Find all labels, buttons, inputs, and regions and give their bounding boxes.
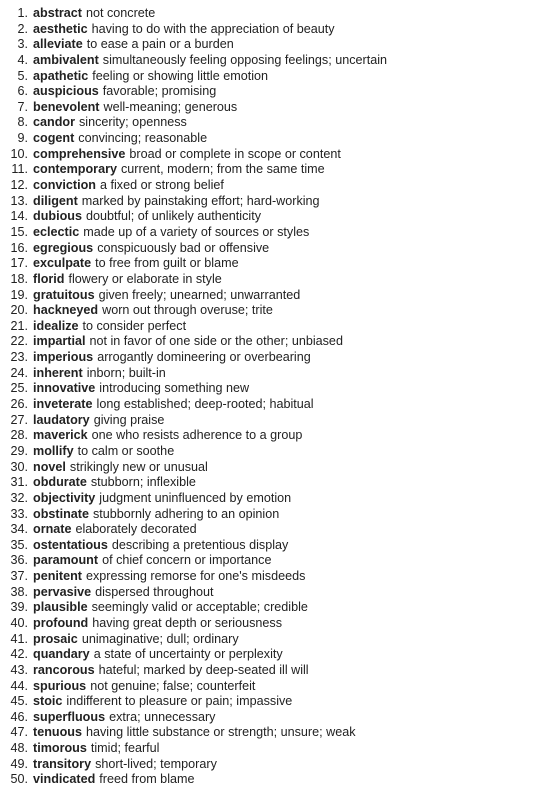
item-number: 45. [10, 694, 28, 709]
item-number: 10. [10, 146, 28, 161]
list-item [0, 303, 540, 319]
list-item [0, 84, 540, 100]
item-number: 42. [10, 647, 28, 662]
word-definition: having little substance or strength; unsure; weak [85, 725, 356, 740]
vocabulary-word: imperious [33, 350, 94, 365]
item-number: 5. [17, 68, 28, 83]
item-number: 40. [10, 615, 28, 630]
item-number: 35. [10, 537, 28, 552]
list-item [0, 507, 540, 523]
vocabulary-word: paramount [33, 553, 99, 568]
list-item [0, 178, 540, 194]
vocabulary-word: egregious [33, 240, 94, 255]
vocabulary-word: alleviate [33, 37, 83, 52]
item-number: 14. [10, 209, 28, 224]
word-definition: strikingly new or unusual [69, 459, 208, 474]
word-definition: not concrete [86, 6, 156, 20]
item-number: 16. [10, 240, 28, 255]
item-number: 15. [10, 224, 28, 239]
list-item [0, 475, 540, 491]
word-definition: sincerity; openness [79, 115, 187, 130]
vocabulary-word: apathetic [33, 68, 89, 83]
list-item [0, 194, 540, 210]
vocabulary-word: gratuitous [33, 287, 95, 302]
word-definition: marked by painstaking effort; hard-working [81, 193, 320, 208]
list-item [0, 366, 540, 382]
vocabulary-word: exculpate [33, 256, 92, 271]
word-definition: given freely; unearned; unwarranted [98, 287, 301, 302]
item-number: 48. [10, 741, 28, 756]
word-definition: describing a pretentious display [111, 537, 289, 552]
word-definition: conspicuously bad or offensive [97, 240, 270, 255]
item-number: 31. [10, 475, 28, 490]
word-definition: having to do with the appreciation of beauty [91, 21, 335, 36]
item-number: 38. [10, 584, 28, 599]
item-number: 37. [10, 569, 28, 584]
list-item [0, 131, 540, 147]
list-item [0, 69, 540, 85]
item-number: 7. [17, 99, 28, 114]
vocabulary-word: timorous [33, 741, 87, 756]
vocabulary-word: idealize [33, 318, 79, 333]
item-number: 36. [10, 553, 28, 568]
list-item [0, 115, 540, 131]
item-number: 33. [10, 506, 28, 521]
item-number: 23. [10, 350, 28, 365]
item-number: 27. [10, 412, 28, 427]
item-number: 3. [17, 37, 28, 52]
word-definition: stubbornly adhering to an opinion [92, 506, 280, 521]
word-definition: not genuine; false; counterfeit [90, 678, 256, 693]
word-definition: judgment uninfluenced by emotion [99, 490, 292, 505]
list-item [0, 616, 540, 632]
list-item [0, 209, 540, 225]
item-number: 44. [10, 678, 28, 693]
list-item [0, 460, 540, 476]
list-item [0, 428, 540, 444]
list-item [0, 272, 540, 288]
item-number: 30. [10, 459, 28, 474]
vocabulary-word: ornate [33, 522, 72, 537]
item-number: 41. [10, 631, 28, 646]
list-item [0, 100, 540, 116]
vocabulary-word: novel [33, 459, 66, 474]
word-definition: extra; unnecessary [109, 709, 216, 724]
list-item [0, 225, 540, 241]
list-item [0, 334, 540, 350]
vocabulary-word: penitent [33, 569, 82, 584]
list-item [0, 569, 540, 585]
vocabulary-word: obstinate [33, 506, 89, 521]
list-item [0, 772, 540, 788]
list-item [0, 725, 540, 741]
vocabulary-word: dubious [33, 209, 82, 224]
vocabulary-word: prosaic [33, 631, 78, 646]
vocabulary-word: laudatory [33, 412, 90, 427]
item-number: 9. [17, 131, 28, 146]
list-item [0, 319, 540, 335]
list-item [0, 553, 540, 569]
item-number: 28. [10, 428, 28, 443]
word-definition: flowery or elaborate in style [68, 271, 222, 286]
word-definition: one who resists adherence to a group [91, 428, 303, 443]
word-definition: current, modern; from the same time [120, 162, 325, 177]
vocabulary-word: hackneyed [33, 303, 99, 318]
vocabulary-word: vindicated [33, 772, 96, 787]
list-item [0, 22, 540, 38]
word-definition: well-meaning; generous [103, 99, 238, 114]
vocabulary-word: inveterate [33, 397, 93, 412]
vocabulary-word: quandary [33, 647, 90, 662]
vocabulary-word: conviction [33, 178, 96, 193]
word-definition: convincing; reasonable [78, 131, 208, 146]
vocabulary-word: obdurate [33, 475, 87, 490]
vocabulary-word: diligent [33, 193, 78, 208]
vocabulary-word: ostentatious [33, 537, 108, 552]
word-definition: long established; deep-rooted; habitual [96, 397, 314, 412]
vocabulary-word: pervasive [33, 584, 92, 599]
word-definition: broad or complete in scope or content [129, 146, 341, 161]
word-definition: feeling or showing little emotion [92, 68, 269, 83]
list-item [0, 522, 540, 538]
word-definition: to ease a pain or a burden [86, 37, 234, 52]
list-item [0, 538, 540, 554]
word-definition: of chief concern or importance [102, 553, 272, 568]
word-definition: to free from guilt or blame [95, 256, 239, 271]
word-definition: to calm or soothe [77, 443, 175, 458]
item-number: 32. [10, 490, 28, 505]
word-definition: introducing something new [99, 381, 250, 396]
list-item [0, 6, 540, 22]
list-item [0, 413, 540, 429]
list-item [0, 147, 540, 163]
word-definition: simultaneously feeling opposing feelings; uncertain [102, 52, 388, 67]
list-item [0, 381, 540, 397]
word-definition: inborn; built-in [86, 365, 166, 380]
vocabulary-word: inherent [33, 365, 83, 380]
item-number: 19. [10, 287, 28, 302]
list-item [0, 491, 540, 507]
item-number: 29. [10, 443, 28, 458]
list-item [0, 256, 540, 272]
item-number: 6. [17, 84, 28, 99]
list-item [0, 679, 540, 695]
list-item [0, 162, 540, 178]
item-number: 22. [10, 334, 28, 349]
item-number: 39. [10, 600, 28, 615]
word-definition: a fixed or strong belief [99, 178, 224, 193]
vocabulary-list [0, 6, 540, 788]
word-definition: elaborately decorated [75, 522, 197, 537]
list-item [0, 632, 540, 648]
list-item [0, 241, 540, 257]
list-item [0, 757, 540, 773]
item-number: 13. [10, 193, 28, 208]
word-definition: timid; fearful [90, 741, 160, 756]
list-item [0, 663, 540, 679]
item-number: 18. [10, 271, 28, 286]
word-definition: expressing remorse for one's misdeeds [85, 569, 306, 584]
item-number: 49. [10, 756, 28, 771]
vocabulary-word: rancorous [33, 662, 95, 677]
word-definition: freed from blame [99, 772, 195, 787]
vocabulary-word: contemporary [33, 162, 117, 177]
vocabulary-word: spurious [33, 678, 87, 693]
word-definition: arrogantly domineering or overbearing [97, 350, 311, 365]
item-number: 24. [10, 365, 28, 380]
item-number: 46. [10, 709, 28, 724]
item-number: 26. [10, 397, 28, 412]
item-number: 17. [10, 256, 28, 271]
list-item [0, 288, 540, 304]
vocabulary-word: comprehensive [33, 146, 126, 161]
item-number: 1. [17, 6, 28, 20]
word-definition: giving praise [93, 412, 165, 427]
list-item [0, 53, 540, 69]
list-item [0, 350, 540, 366]
vocabulary-word: plausible [33, 600, 88, 615]
vocabulary-word: objectivity [33, 490, 96, 505]
vocabulary-word: innovative [33, 381, 96, 396]
word-definition: to consider perfect [82, 318, 187, 333]
item-number: 47. [10, 725, 28, 740]
vocabulary-word: benevolent [33, 99, 100, 114]
item-number: 20. [10, 303, 28, 318]
vocabulary-word: impartial [33, 334, 86, 349]
item-number: 34. [10, 522, 28, 537]
vocabulary-word: candor [33, 115, 75, 130]
word-definition: not in favor of one side or the other; unbiased [89, 334, 343, 349]
vocabulary-word: stoic [33, 694, 63, 709]
vocabulary-word: florid [33, 271, 65, 286]
vocabulary-word: tenuous [33, 725, 82, 740]
item-number: 25. [10, 381, 28, 396]
vocabulary-word: superfluous [33, 709, 106, 724]
vocabulary-word: maverick [33, 428, 88, 443]
word-definition: having great depth or seriousness [92, 615, 282, 630]
vocabulary-word: aesthetic [33, 21, 88, 36]
vocabulary-word: abstract [33, 6, 82, 20]
list-item [0, 397, 540, 413]
list-item [0, 600, 540, 616]
word-definition: unimaginative; dull; ordinary [81, 631, 239, 646]
word-definition: worn out through overuse; trite [102, 303, 273, 318]
list-item [0, 444, 540, 460]
item-number: 50. [10, 772, 28, 787]
vocabulary-word: transitory [33, 756, 92, 771]
item-number: 8. [17, 115, 28, 130]
word-definition: hateful; marked by deep-seated ill will [98, 662, 309, 677]
word-definition: indifferent to pleasure or pain; impassive [66, 694, 293, 709]
vocabulary-word: eclectic [33, 224, 80, 239]
list-item [0, 710, 540, 726]
vocabulary-word: profound [33, 615, 89, 630]
list-item [0, 741, 540, 757]
item-number: 12. [10, 178, 28, 193]
list-item [0, 694, 540, 710]
word-definition: stubborn; inflexible [90, 475, 196, 490]
word-definition: short-lived; temporary [95, 756, 217, 771]
word-definition: a state of uncertainty or perplexity [93, 647, 283, 662]
list-item [0, 37, 540, 53]
item-number: 43. [10, 662, 28, 677]
vocabulary-word: cogent [33, 131, 75, 146]
vocabulary-word: mollify [33, 443, 74, 458]
item-number: 21. [10, 318, 28, 333]
word-definition: made up of a variety of sources or styles [83, 224, 310, 239]
vocabulary-word: ambivalent [33, 52, 99, 67]
word-definition: favorable; promising [102, 84, 217, 99]
word-definition: seemingly valid or acceptable; credible [91, 600, 308, 615]
vocabulary-word: auspicious [33, 84, 99, 99]
word-definition: dispersed throughout [95, 584, 214, 599]
item-number: 4. [17, 52, 28, 67]
item-number: 2. [17, 21, 28, 36]
item-number: 11. [11, 162, 28, 177]
list-item [0, 585, 540, 601]
list-item [0, 647, 540, 663]
word-definition: doubtful; of unlikely authenticity [85, 209, 261, 224]
